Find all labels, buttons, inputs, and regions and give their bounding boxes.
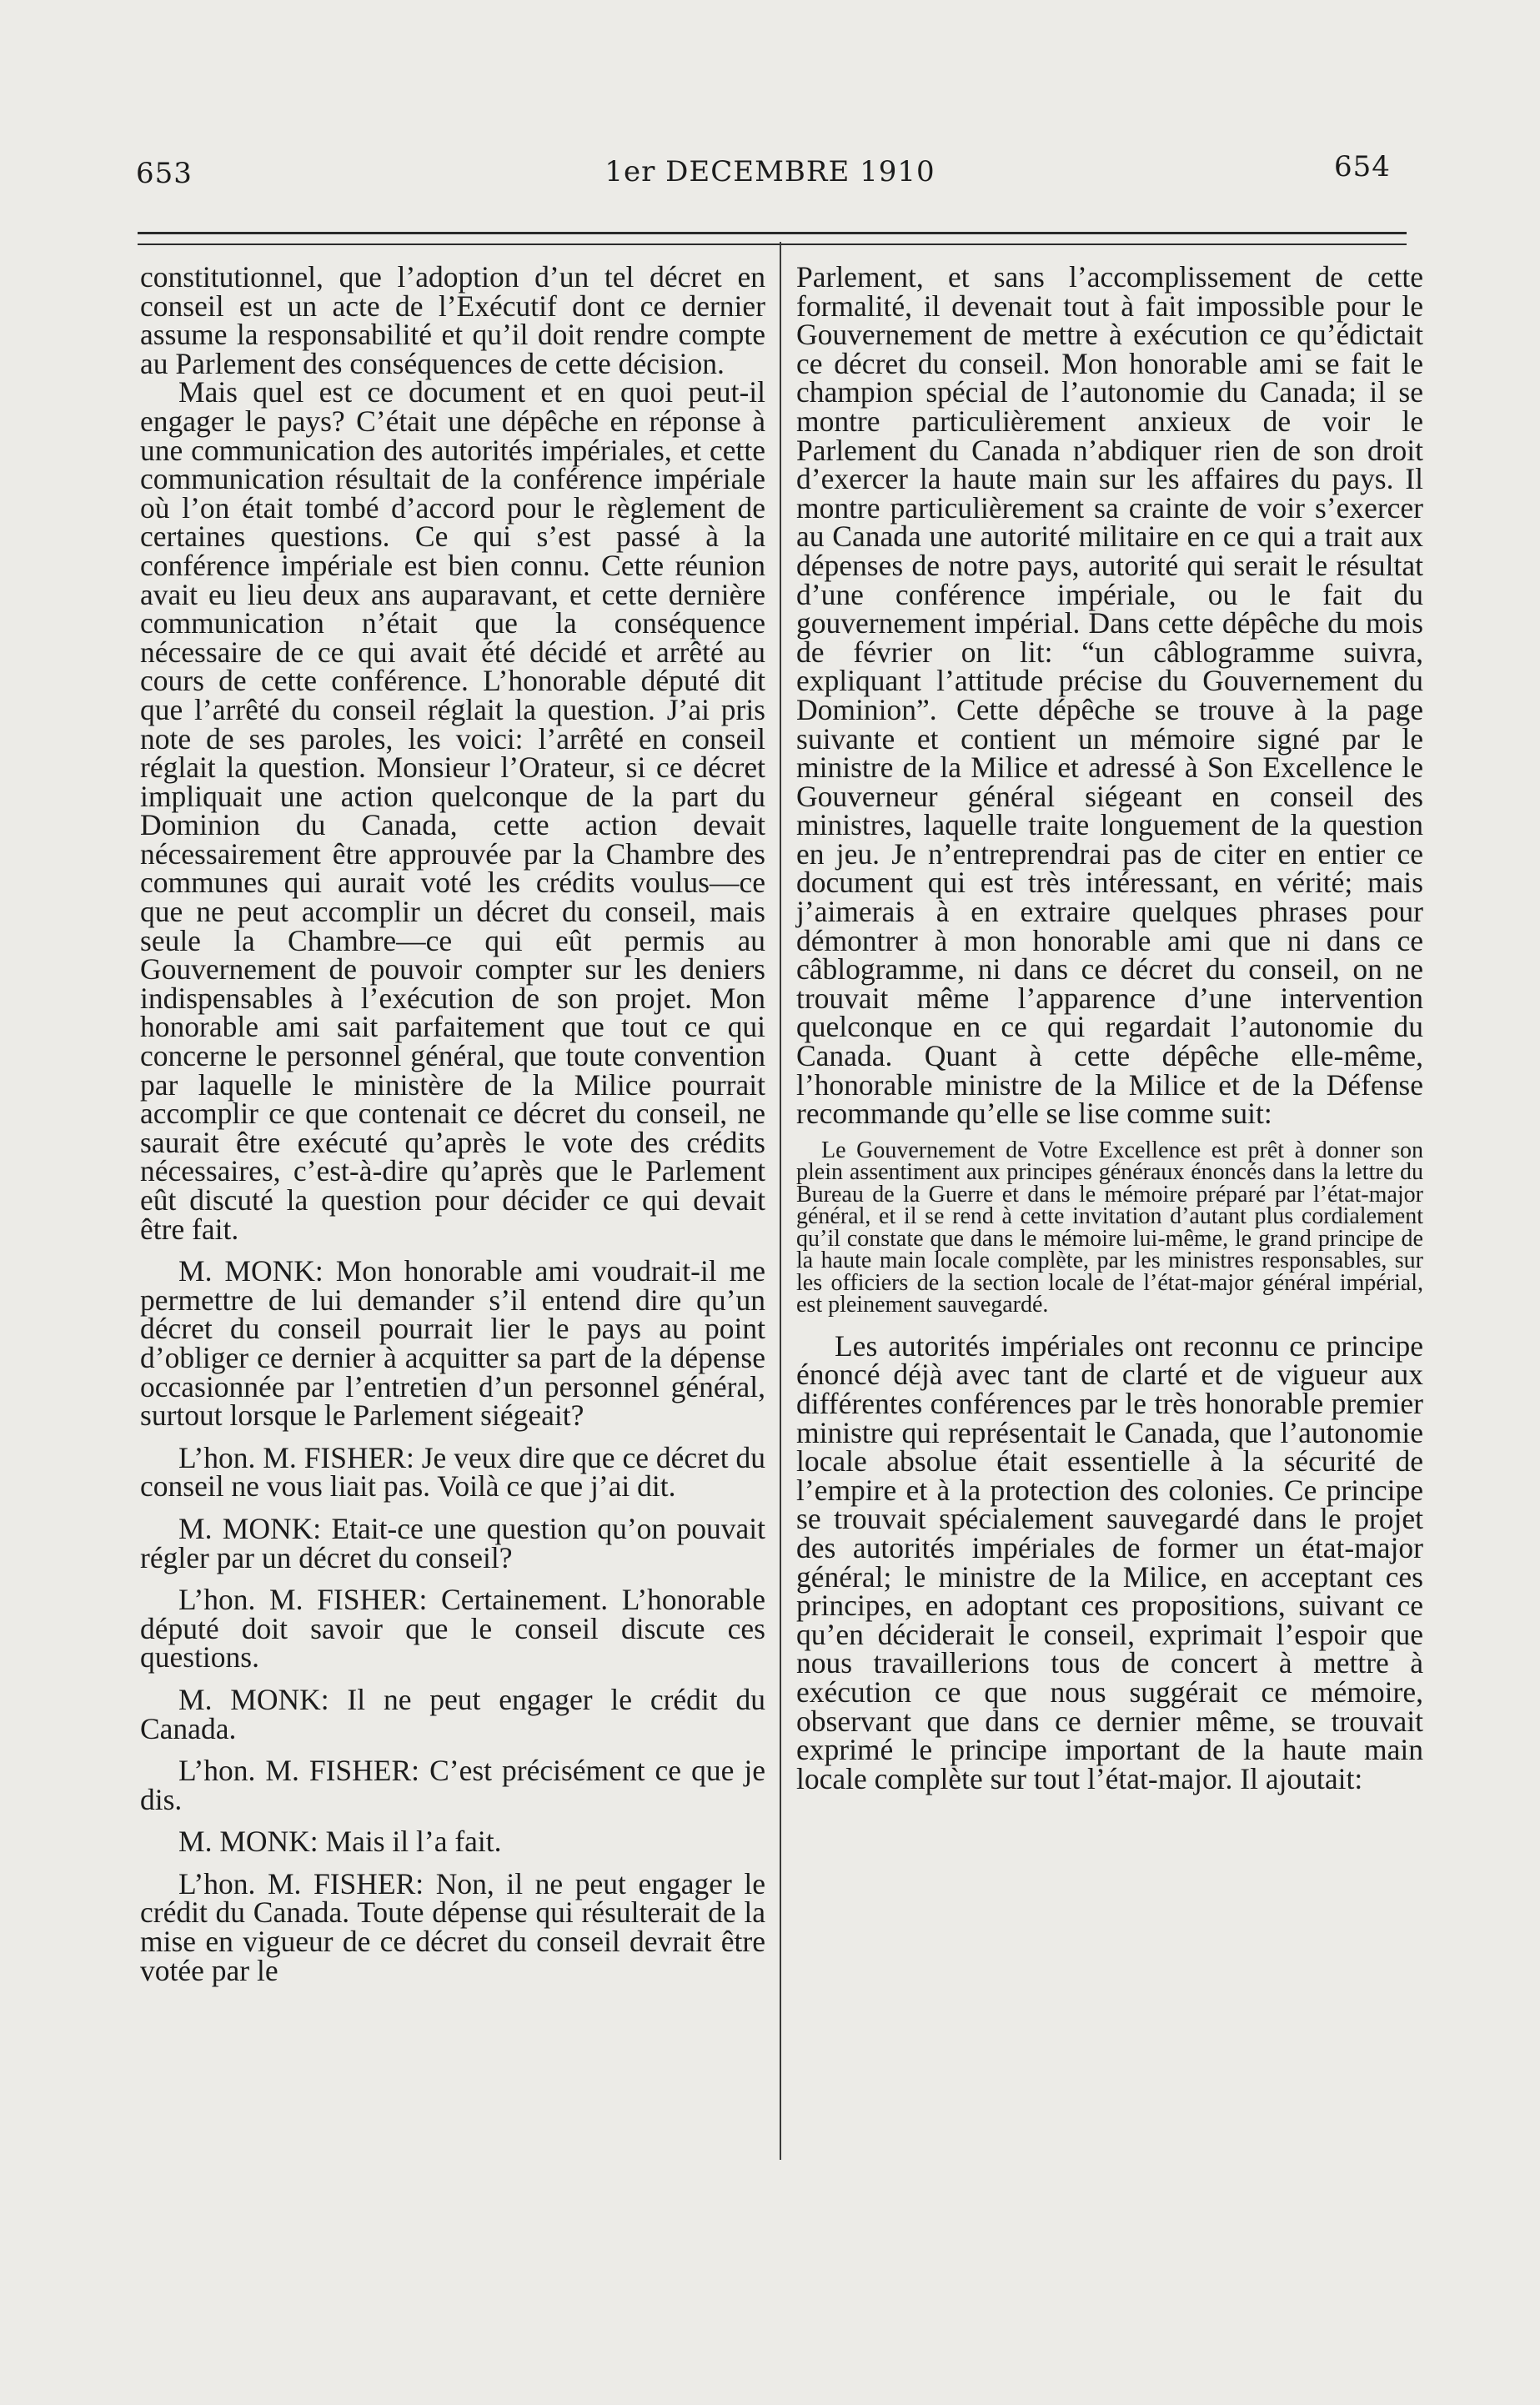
header-rule-bottom	[138, 244, 1407, 245]
speech-monk: M. MONK: Mon honorable ami voudrait-il me permettre de lui demander s’il entend dire qu’un décret du conseil pourrait lier le pays au point d’obliger ce dernier à acquitter sa part de la dépense occasionnée par l’entretien d’un personnel général, surtout lorsque le Parlement siégeait?	[140, 1254, 765, 1433]
block-quote: Le Gouvernement de Votre Excellence est prêt à donner son plein assentiment aux principes généraux énoncés dans la lettre du Bureau de la Guerre et dans le mémoire préparé par l’état-major général, et il se rend à cette invitation d’autant plus cordialement qu’il constate que dans le mémoire lui-même, le grand principe de la haute main locale complète, par les ministres responsables, sur les officiers de la section locale de l’état-major général impérial, est pleinement sauvegardé.	[796, 1137, 1423, 1318]
paragraph: constitutionnel, que l’adoption d’un tel décret en conseil est un acte de l’Exécutif dont ce dernier assume la responsabilité et qu’il doit rendre compte au Parlement des conséquences de cette décision.	[140, 260, 765, 380]
speech-fisher: L’hon. M. FISHER: Certainement. L’honorable député doit savoir que le conseil discute ces questions.	[140, 1583, 765, 1674]
paragraph: Les autorités impériales ont reconnu ce principe énoncé déjà avec tant de clarté et de vigueur aux différentes conférences par le très honorable premier ministre qui représentait le Canada, que l’autonomie locale absolue était essentielle à la sécurité de l’empire et à la protection des colonies. Ce principe se trouvait spécialement sauvegardé dans le projet des autorités impériales de former un état-major général; le ministre de la Milice, en acceptant ces principes, en adoptant ces propositions, suivant ce qu’en déciderait le conseil, exprimait l’espoir que nous travaillerions tous de concert à mettre à exécution ce que nous suggérait ce mémoire, observant que dans ce dernier même, se trouvait exprimé le principe important de la haute main locale complète sur tout l’état-major. Il ajoutait:	[796, 1328, 1423, 1795]
speech-fisher: L’hon. M. FISHER: Je veux dire que ce décret du conseil ne vous liait pas. Voilà ce que j’ai dit.	[140, 1440, 765, 1504]
paragraph: Mais quel est ce document et en quoi peut-il engager le pays? C’était une dépêche en réponse à une communication des autorités impériales, et cette communication résultait de la conférence impériale où l’on était tombé d’accord pour le règlement de certaines questions. Ce qui s’est passé à la conférence impériale est bien connu. Cette réunion avait eu lieu deux ans auparavant, et cette dernière communication n’était que la conséquence nécessaire de ce qui avait été décidé et arrêté au cours de cette conférence. L’honorable député dit que l’arrêté du conseil réglait la question. J’ai pris note de ses paroles, les voici: l’arrêté en conseil réglait la question. Monsieur l’Orateur, si ce décret impliquait une action quelconque de la part du Dominion du Canada, cette action devait nécessairement être approuvée par la Chambre des communes qui aurait voté les crédits voulus—ce que ne peut accomplir un décret du conseil, mais seule la Chambre—ce qui eût permis au Gouvernement de pouvoir compter sur les deniers indispensables à l’exécution de son projet. Mon honorable ami sait parfaitement que tout ce qui concerne le personnel général, que toute convention par laquelle le ministère de la Milice pourrait accomplir ce que contenait ce décret du conseil, ne saurait être exécuté qu’après le vote des crédits nécessaires, c’est-à-dire qu’après que le Parlement eût discuté la question pour décider ce qui devait être fait.	[140, 375, 765, 1246]
page-number-left: 653	[136, 157, 193, 190]
speech-monk: M. MONK: Il ne peut engager le crédit du Canada.	[140, 1682, 765, 1745]
header-rule-top	[138, 232, 1407, 234]
column-divider	[780, 242, 781, 2160]
page-date-heading: 1er DECEMBRE 1910	[604, 155, 936, 188]
speech-monk: M. MONK: Etait-ce une question qu’on pouvait régler par un décret du conseil?	[140, 1511, 765, 1574]
speech-monk: M. MONK: Mais il l’a fait.	[178, 1825, 502, 1859]
page-number-right: 654	[1334, 150, 1391, 183]
right-column	[796, 260, 1423, 1795]
speech-fisher: L’hon. M. FISHER: C’est précisément ce que je dis.	[140, 1754, 765, 1816]
speech-fisher: L’hon. M. FISHER: Non, il ne peut engager le crédit du Canada. Toute dépense qui résulterait de la mise en vigueur de ce décret du conseil devrait être votée par le	[140, 1866, 765, 1987]
left-column	[140, 260, 765, 1987]
paragraph: Parlement, et sans l’accomplissement de cette formalité, il devenait tout à fait impossible pour le Gouvernement de mettre à exécution ce qu’édictait ce décret du conseil. Mon honorable ami se fait le champion spécial de l’autonomie du Canada; il se montre particulièrement anxieux de voir le Parlement du Canada n’abdiquer rien de son droit d’exercer la haute main sur les affaires du pays. Il montre particulièrement sa crainte de voir s’exercer au Canada une autorité militaire en ce qui a trait aux dépenses de notre pays, autorité qui serait le résultat d’une conférence impériale, ou le fait du gouvernement impérial. Dans cette dépêche du mois de février on lit: “un câblogramme suivra, expliquant l’attitude précise du Gouvernement du Dominion”. Cette dépêche se trouve à la page suivante et contient un mémoire signé par le ministre de la Milice et adressé à Son Excellence le Gouverneur général siégeant en conseil des ministres, laquelle traite longuement de la question en jeu. Je n’entreprendrai pas de citer en entier ce document qui est très intéressant, en vérité; mais j’aimerais à en extraire quelques phrases pour démontrer à mon honorable ami que ni dans ce câblogramme, ni dans ce décret du conseil, on ne trouvait même l’apparence d’une intervention quelconque en ce qui regardait l’autonomie du Canada. Quant à cette dépêche elle-même, l’honorable ministre de la Milice et de la Défense recommande qu’elle se lise comme suit:	[796, 260, 1423, 1131]
